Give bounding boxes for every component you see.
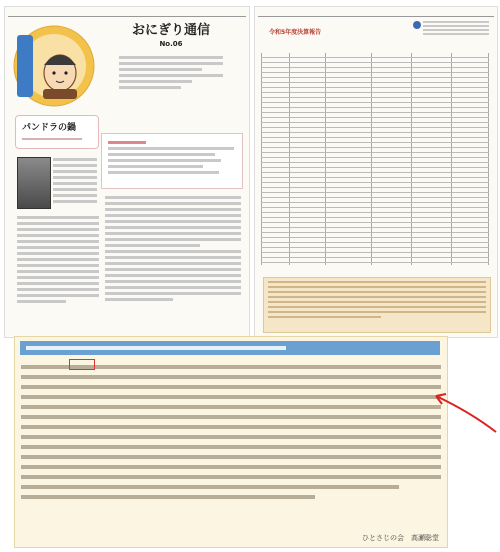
page-header-strip	[258, 9, 494, 17]
newsletter-title: おにぎり通信	[131, 23, 210, 38]
toc-lines	[108, 138, 234, 177]
donor-list-text	[21, 359, 441, 505]
donor-list-heading	[20, 341, 440, 355]
issue-number: No.06	[159, 40, 183, 48]
article-text-right	[105, 193, 241, 304]
ledger-rows	[261, 53, 489, 263]
financial-ledger-table	[261, 53, 489, 265]
masthead-text-lines	[119, 53, 223, 92]
column-text-lower	[17, 213, 99, 306]
donor-panel-signature: ひとさじの会 高瀬聡堂	[362, 534, 439, 542]
hitosaji-logo-icon	[13, 21, 95, 111]
organization-seal-icon	[413, 21, 421, 29]
monk-photo	[17, 157, 51, 209]
column-text-narrow	[53, 155, 97, 206]
newsletter-left-page	[4, 6, 250, 338]
financial-report-title: 令和5年度決算報告	[269, 29, 322, 36]
masthead-info	[105, 39, 237, 125]
table-of-contents	[101, 133, 243, 189]
audit-note-box	[263, 277, 491, 333]
highlighted-donor-name	[69, 359, 95, 370]
column-title-box	[15, 115, 99, 149]
donor-list-panel	[14, 336, 448, 548]
page-header-strip	[8, 9, 246, 17]
newsletter-right-page	[254, 6, 498, 338]
column-title: パンドラの鍋	[22, 123, 77, 133]
